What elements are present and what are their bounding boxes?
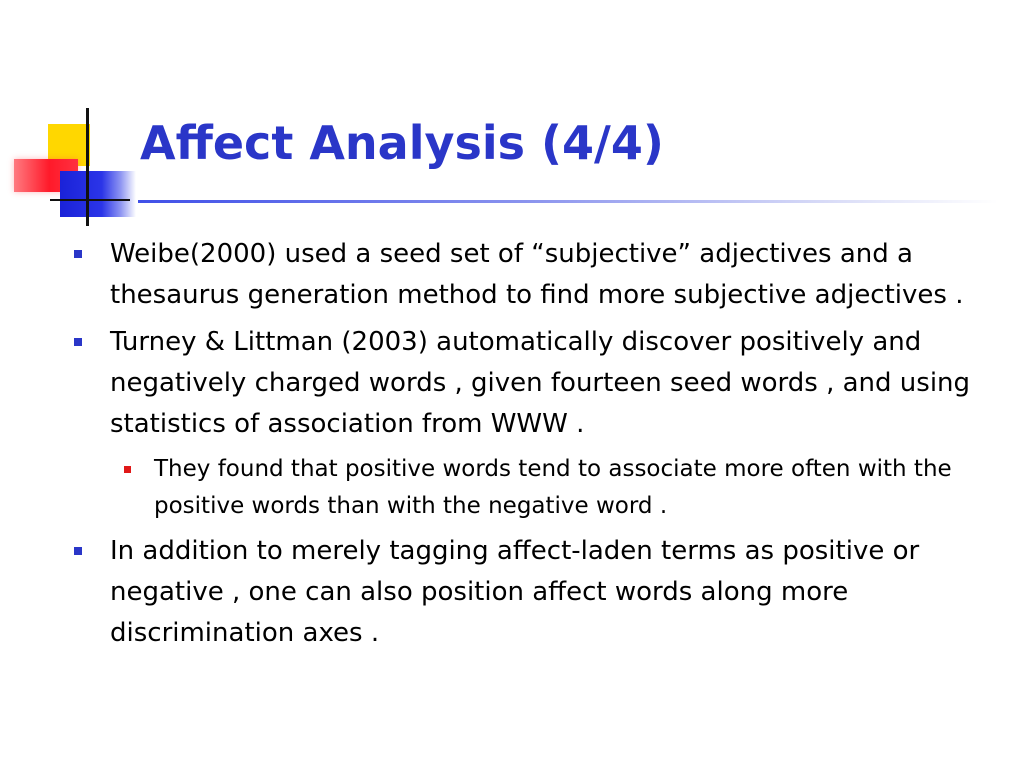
bullet-item	[70, 531, 995, 654]
bullet-text: Turney & Littman (2003) automatically discover positively and negatively charged words , given fourteen seed words , and using statistics of association from WWW .	[110, 327, 971, 439]
decorative-horizontal-line	[50, 199, 130, 201]
bullet-item	[70, 322, 995, 445]
title-underline-rule	[138, 200, 998, 203]
square-bullet-icon	[74, 338, 82, 346]
decorative-vertical-line	[86, 108, 89, 226]
red-square-bullet-icon	[124, 466, 131, 473]
slide-body	[70, 234, 995, 660]
bullet-text: In addition to merely tagging affect-laden terms as positive or negative , one can also position affect words along more discrimination axes .	[110, 536, 920, 648]
bullet-text: Weibe(2000) used a seed set of “subjective” adjectives and a thesaurus generation method to find more subjective adjectives .	[110, 239, 964, 310]
decorative-blue-bar	[60, 171, 136, 217]
square-bullet-icon	[74, 547, 82, 555]
sub-bullet-text: They found that positive words tend to associate more often with the positive words than with the negative word .	[154, 456, 952, 519]
slide-title: Affect Analysis (4/4)	[140, 116, 664, 170]
bullet-item	[70, 234, 995, 316]
square-bullet-icon	[74, 250, 82, 258]
sub-bullet-item	[116, 451, 995, 525]
